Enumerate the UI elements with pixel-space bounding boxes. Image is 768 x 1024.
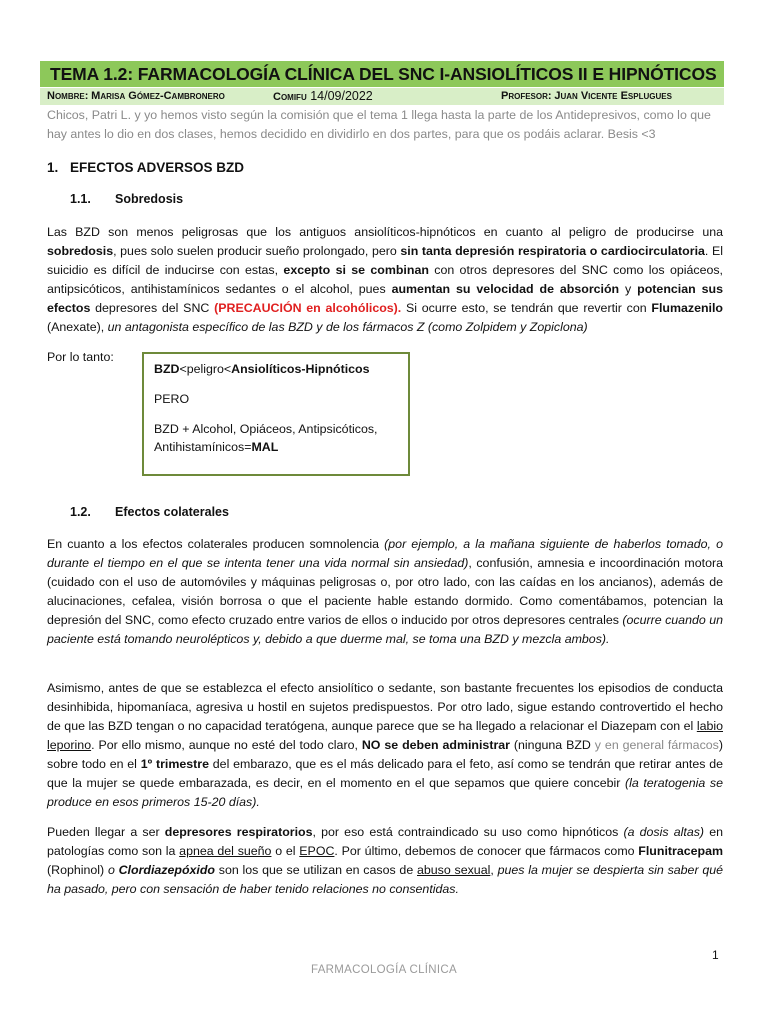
subsection-heading-side-effects <box>70 503 229 522</box>
page-number: 1 <box>712 948 719 962</box>
subsection-title: Sobredosis <box>115 192 184 206</box>
comifu-field <box>273 88 373 106</box>
section-heading <box>47 158 244 178</box>
meta-banner <box>40 88 724 105</box>
section-number: 1. <box>47 160 59 175</box>
intro-note: Chicos, Patri L. y yo hemos visto según la comisión que el tema 1 llega hasta la parte de los Antidepresivos, como lo que hay antes lo dio en dos clases, hemos decidido en dividirlo en dos partes, para que os podáis aclarar. Besis <3 <box>47 108 711 141</box>
subsection-title: Efectos colaterales <box>115 505 229 519</box>
professor-field <box>501 88 672 105</box>
page-footer: FARMACOLOGÍA CLÍNICA <box>311 964 457 976</box>
professor-name: Juan Vicente Esplugues <box>554 90 672 102</box>
summary-line-3: BZD + Alcohol, Opiáceos, Antipsicóticos, Antihistamínicos=MAL <box>154 422 378 454</box>
professor-label: Profesor: <box>501 90 552 102</box>
subsection-heading-overdose <box>70 190 183 209</box>
comifu-label: Comifu <box>273 91 307 103</box>
summary-lead: Por lo tanto: <box>47 350 114 364</box>
summary-box <box>142 352 410 476</box>
summary-line-1: BZD<peligro<Ansiolíticos-Hipnóticos <box>154 362 370 376</box>
document-date: 14/09/2022 <box>310 89 373 103</box>
author-label: Nombre: <box>47 90 89 102</box>
paragraph-respiratory: Pueden llegar a ser depresores respiratorios, por eso está contraindicado su uso como hipnóticos (a dosis altas) en patologías como son la apnea del sueño o el EPOC. Por último, debemos de conocer que fármacos como Flunitracepam (Rophinol) o Clordiazepóxido son los que se utilizan en casos de abuso sexual, pues la mujer se despierta sin saber qué ha pasado, pero con sensación de haber tenido relaciones no consentidas. <box>47 825 724 896</box>
author-field <box>47 88 225 105</box>
subsection-number: 1.2. <box>70 505 91 519</box>
summary-line-2: PERO <box>154 392 190 406</box>
subsection-number: 1.1. <box>70 192 91 206</box>
title-banner <box>40 61 724 87</box>
author-name: Marisa Gómez-Cambronero <box>91 90 225 102</box>
paragraph-teratogenic: Asimismo, antes de que se establezca el efecto ansiolítico o sedante, son bastante frecuentes los episodios de conducta desinhibida, hipomaníaca, agresiva u hostil en sujetos predispuestos. Por otro lado, sigue estando controvertido el hecho de que las BZD tengan o no capacidad teratógena, aunque parece que se ha llegado a relacionar el Diazepam con el labio leporino. Por ello mismo, aunque no esté del todo claro, NO se deben administrar (ninguna BZD y en general fármacos) sobre todo en el 1º trimestre del embarazo, que es el más delicado para el feto, así como se tendrán que retirar antes de que la mujer se quede embarazada, es decir, en el momento en el que sepamos que quiere concebir (la teratogenia se produce en esos primeros 15-20 días). <box>47 681 724 809</box>
paragraph-overdose: Las BZD son menos peligrosas que los antiguos ansiolíticos-hipnóticos en cuanto al peligro de producirse una sobredosis, pues solo suelen producir sueño prolongado, pero sin tanta depresión respiratoria o cardiocirculatoria. El suicidio es difícil de inducirse con estas, excepto si se combinan con otros depresores del SNC como los opiáceos, antipsicóticos, antihistamínicos sedantes o el alcohol, pues aumentan su velocidad de absorción y potencian sus efectos depresores del SNC (PRECAUCIÓN en alcohólicos). Si ocurre esto, se tendrán que revertir con Flumazenilo (Anexate), un antagonista específico de las BZD y de los fármacos Z (como Zolpidem y Zopiclona) <box>47 225 724 334</box>
section-title: EFECTOS ADVERSOS BZD <box>70 160 245 175</box>
warning-text: (PRECAUCIÓN en alcohólicos). <box>214 301 402 315</box>
document-title: TEMA 1.2: FARMACOLOGÍA CLÍNICA DEL SNC I-ANSIOLÍTICOS II E HIPNÓTICOS <box>50 64 717 84</box>
paragraph-side-effects: En cuanto a los efectos colaterales producen somnolencia (por ejemplo, a la mañana siguiente de haberlos tomado, o durante el tiempo en el que se intenta tener una vida normal sin ansiedad), confusión, amnesia e incoordinación motora (cuidado con el uso de automóviles y máquinas peligrosas o, por otro lado, con las caídas en los ancianos), además de alucinaciones, cefalea, visión borrosa o que el paciente hable estando dormido. Como comentábamos, potencian la depresión del SNC, como efecto cruzado entre varios de ellos o inducido por otros depresores centrales (ocurre cuando un paciente está tomando neurolépticos y, debido a que duerme mal, se toma una BZD y mezcla ambos). <box>47 537 723 646</box>
